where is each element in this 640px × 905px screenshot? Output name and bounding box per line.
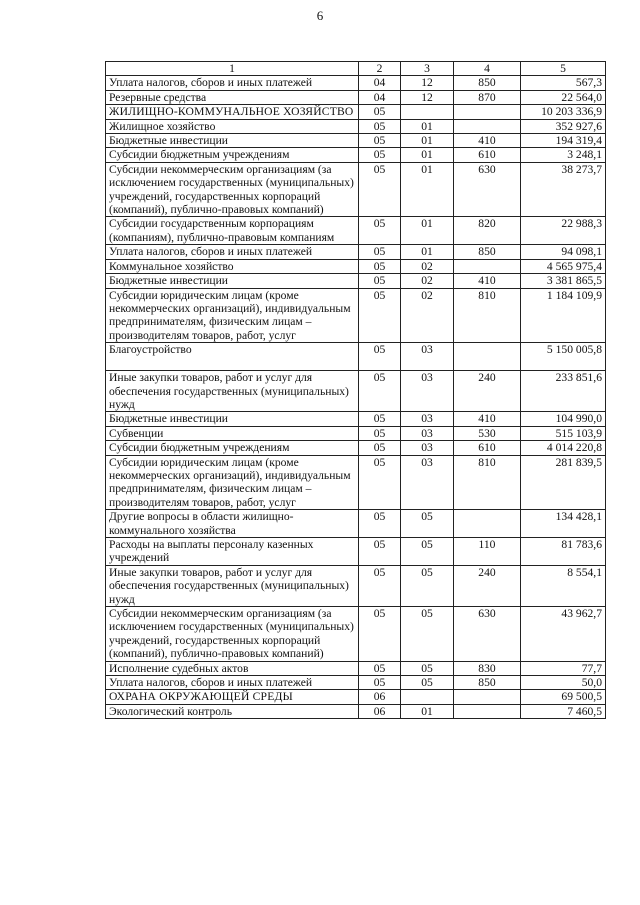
subsection-code-cell: 12 xyxy=(401,90,454,104)
amount-cell: 233 851,6 xyxy=(521,371,606,412)
subsection-code-cell: 01 xyxy=(401,704,454,718)
amount-cell: 352 927,6 xyxy=(521,119,606,133)
column-number: 5 xyxy=(521,62,606,76)
expense-type-cell: 820 xyxy=(454,217,521,245)
table-row xyxy=(106,565,606,606)
amount-cell: 4 565 975,4 xyxy=(521,259,606,273)
row-name-cell: Резервные средства xyxy=(106,90,359,104)
section-code-cell: 05 xyxy=(359,412,401,426)
section-code-cell: 05 xyxy=(359,105,401,119)
subsection-code-cell: 01 xyxy=(401,162,454,217)
amount-cell: 10 203 336,9 xyxy=(521,105,606,119)
amount-cell: 69 500,5 xyxy=(521,690,606,704)
subsection-code-cell: 02 xyxy=(401,288,454,343)
row-name-cell: Иные закупки товаров, работ и услуг для обеспечения государственных (муниципальных) нужд xyxy=(106,371,359,412)
section-code-cell: 05 xyxy=(359,217,401,245)
table-row xyxy=(106,676,606,690)
expense-type-cell xyxy=(454,259,521,273)
row-name-cell: ЖИЛИЩНО-КОММУНАЛЬНОЕ ХОЗЯЙСТВО xyxy=(106,105,359,119)
expense-type-cell xyxy=(454,105,521,119)
subsection-code-cell: 03 xyxy=(401,455,454,510)
section-code-cell: 05 xyxy=(359,134,401,148)
amount-cell: 4 014 220,8 xyxy=(521,441,606,455)
section-row xyxy=(106,105,606,119)
column-number-row xyxy=(106,62,606,76)
amount-cell: 134 428,1 xyxy=(521,510,606,538)
expense-type-cell: 410 xyxy=(454,412,521,426)
subsection-code-cell: 03 xyxy=(401,441,454,455)
amount-cell: 50,0 xyxy=(521,676,606,690)
expense-type-cell: 610 xyxy=(454,148,521,162)
subsection-code-cell: 05 xyxy=(401,510,454,538)
section-code-cell: 05 xyxy=(359,162,401,217)
subsection-code-cell: 01 xyxy=(401,119,454,133)
column-number: 4 xyxy=(454,62,521,76)
row-name-cell: ОХРАНА ОКРУЖАЮЩЕЙ СРЕДЫ xyxy=(106,690,359,704)
table-row xyxy=(106,162,606,217)
amount-cell: 194 319,4 xyxy=(521,134,606,148)
amount-cell: 94 098,1 xyxy=(521,245,606,259)
amount-cell: 7 460,5 xyxy=(521,704,606,718)
section-code-cell: 05 xyxy=(359,455,401,510)
table-row xyxy=(106,607,606,662)
amount-cell: 5 150 005,8 xyxy=(521,343,606,371)
subsection-code-cell: 05 xyxy=(401,661,454,675)
section-code-cell: 05 xyxy=(359,119,401,133)
subsection-code-cell: 03 xyxy=(401,343,454,371)
expense-type-cell: 850 xyxy=(454,76,521,90)
row-name-cell: Коммунальное хозяйство xyxy=(106,259,359,273)
section-code-cell: 06 xyxy=(359,690,401,704)
expense-type-cell xyxy=(454,690,521,704)
amount-cell: 77,7 xyxy=(521,661,606,675)
amount-cell: 104 990,0 xyxy=(521,412,606,426)
amount-cell: 43 962,7 xyxy=(521,607,606,662)
table-row xyxy=(106,371,606,412)
section-code-cell: 05 xyxy=(359,148,401,162)
section-code-cell: 05 xyxy=(359,441,401,455)
page-number: 6 xyxy=(316,8,324,23)
row-name-cell: Иные закупки товаров, работ и услуг для обеспечения государственных (муниципальных) нужд xyxy=(106,565,359,606)
subsection-code-cell xyxy=(401,690,454,704)
table-row xyxy=(106,90,606,104)
row-name-cell: Уплата налогов, сборов и иных платежей xyxy=(106,76,359,90)
expense-type-cell: 850 xyxy=(454,676,521,690)
expense-type-cell: 240 xyxy=(454,371,521,412)
table-row xyxy=(106,412,606,426)
subsection-code-cell: 02 xyxy=(401,259,454,273)
subsection-code-cell: 05 xyxy=(401,565,454,606)
section-code-cell: 05 xyxy=(359,565,401,606)
row-name-cell: Субсидии некоммерческим организациям (за исключением государственных (муниципальных) учреждений, государственных корпораций (компаний), публично-правовых компаний) xyxy=(106,162,359,217)
table-row xyxy=(106,274,606,288)
row-name-cell: Бюджетные инвестиции xyxy=(106,134,359,148)
section-code-cell: 05 xyxy=(359,661,401,675)
subsection-code-cell: 12 xyxy=(401,76,454,90)
section-code-cell: 05 xyxy=(359,426,401,440)
section-code-cell: 05 xyxy=(359,245,401,259)
expense-type-cell: 810 xyxy=(454,455,521,510)
amount-cell: 22 564,0 xyxy=(521,90,606,104)
expense-type-cell xyxy=(454,119,521,133)
amount-cell: 8 554,1 xyxy=(521,565,606,606)
section-code-cell: 06 xyxy=(359,704,401,718)
section-code-cell: 05 xyxy=(359,538,401,566)
subsection-code-cell: 01 xyxy=(401,134,454,148)
column-number: 1 xyxy=(106,62,359,76)
amount-cell: 38 273,7 xyxy=(521,162,606,217)
section-code-cell: 05 xyxy=(359,510,401,538)
amount-cell: 3 248,1 xyxy=(521,148,606,162)
expense-type-cell: 630 xyxy=(454,607,521,662)
subsection-code-cell: 02 xyxy=(401,274,454,288)
row-name-cell: Исполнение судебных актов xyxy=(106,661,359,675)
subsection-code-cell: 03 xyxy=(401,412,454,426)
amount-cell: 3 381 865,5 xyxy=(521,274,606,288)
column-number: 2 xyxy=(359,62,401,76)
table-row xyxy=(106,704,606,718)
row-name-cell: Другие вопросы в области жилищно-коммунального хозяйства xyxy=(106,510,359,538)
expense-type-cell: 830 xyxy=(454,661,521,675)
section-code-cell: 05 xyxy=(359,288,401,343)
section-code-cell: 05 xyxy=(359,607,401,662)
amount-cell: 567,3 xyxy=(521,76,606,90)
table-row xyxy=(106,538,606,566)
table-row xyxy=(106,661,606,675)
section-code-cell: 05 xyxy=(359,371,401,412)
row-name-cell: Экологический контроль xyxy=(106,704,359,718)
table-row xyxy=(106,510,606,538)
row-name-cell: Бюджетные инвестиции xyxy=(106,274,359,288)
expense-type-cell xyxy=(454,343,521,371)
expense-type-cell: 810 xyxy=(454,288,521,343)
subsection-code-cell: 01 xyxy=(401,245,454,259)
table-row xyxy=(106,288,606,343)
row-name-cell: Расходы на выплаты персоналу казенных учреждений xyxy=(106,538,359,566)
subsection-code-cell: 03 xyxy=(401,371,454,412)
budget-table xyxy=(105,61,606,719)
row-name-cell: Субсидии некоммерческим организациям (за исключением государственных (муниципальных) учреждений, государственных корпораций (компаний), публично-правовых компаний) xyxy=(106,607,359,662)
section-code-cell: 05 xyxy=(359,259,401,273)
expense-type-cell: 850 xyxy=(454,245,521,259)
subsection-code-cell: 01 xyxy=(401,217,454,245)
row-name-cell: Жилищное хозяйство xyxy=(106,119,359,133)
table-row xyxy=(106,259,606,273)
section-code-cell: 04 xyxy=(359,76,401,90)
amount-cell: 281 839,5 xyxy=(521,455,606,510)
table-row xyxy=(106,134,606,148)
row-name-cell: Бюджетные инвестиции xyxy=(106,412,359,426)
amount-cell: 1 184 109,9 xyxy=(521,288,606,343)
subsection-code-cell: 05 xyxy=(401,607,454,662)
table-row xyxy=(106,119,606,133)
column-number: 3 xyxy=(401,62,454,76)
expense-type-cell: 410 xyxy=(454,134,521,148)
expense-type-cell: 530 xyxy=(454,426,521,440)
section-code-cell: 05 xyxy=(359,343,401,371)
row-name-cell: Субсидии государственным корпорациям (компаниям), публично-правовым компаниям xyxy=(106,217,359,245)
subsection-code-cell: 01 xyxy=(401,148,454,162)
row-name-cell: Уплата налогов, сборов и иных платежей xyxy=(106,676,359,690)
table-row xyxy=(106,217,606,245)
expense-type-cell: 610 xyxy=(454,441,521,455)
expense-type-cell: 630 xyxy=(454,162,521,217)
amount-cell: 22 988,3 xyxy=(521,217,606,245)
section-code-cell: 05 xyxy=(359,274,401,288)
subsection-code-cell: 03 xyxy=(401,426,454,440)
table-row xyxy=(106,441,606,455)
table-row xyxy=(106,245,606,259)
row-name-cell: Субвенции xyxy=(106,426,359,440)
row-name-cell: Уплата налогов, сборов и иных платежей xyxy=(106,245,359,259)
row-name-cell: Субсидии бюджетным учреждениям xyxy=(106,441,359,455)
section-code-cell: 04 xyxy=(359,90,401,104)
row-name-cell: Благоустройство xyxy=(106,343,359,371)
row-name-cell: Субсидии юридическим лицам (кроме некоммерческих организаций), индивидуальным предпринимателям, физическим лицам – производителям товаров, работ, услуг xyxy=(106,288,359,343)
subsection-code-cell xyxy=(401,105,454,119)
table-row xyxy=(106,148,606,162)
expense-type-cell: 240 xyxy=(454,565,521,606)
expense-type-cell: 870 xyxy=(454,90,521,104)
amount-cell: 81 783,6 xyxy=(521,538,606,566)
table-row xyxy=(106,343,606,371)
amount-cell: 515 103,9 xyxy=(521,426,606,440)
section-row xyxy=(106,690,606,704)
subsection-code-cell: 05 xyxy=(401,538,454,566)
table-row xyxy=(106,455,606,510)
expense-type-cell xyxy=(454,510,521,538)
table-row xyxy=(106,76,606,90)
row-name-cell: Субсидии бюджетным учреждениям xyxy=(106,148,359,162)
subsection-code-cell: 05 xyxy=(401,676,454,690)
table-row xyxy=(106,426,606,440)
expense-type-cell: 110 xyxy=(454,538,521,566)
expense-type-cell xyxy=(454,704,521,718)
expense-type-cell: 410 xyxy=(454,274,521,288)
row-name-cell: Субсидии юридическим лицам (кроме некоммерческих организаций), индивидуальным предпринимателям, физическим лицам – производителям товаров, работ, услуг xyxy=(106,455,359,510)
section-code-cell: 05 xyxy=(359,676,401,690)
